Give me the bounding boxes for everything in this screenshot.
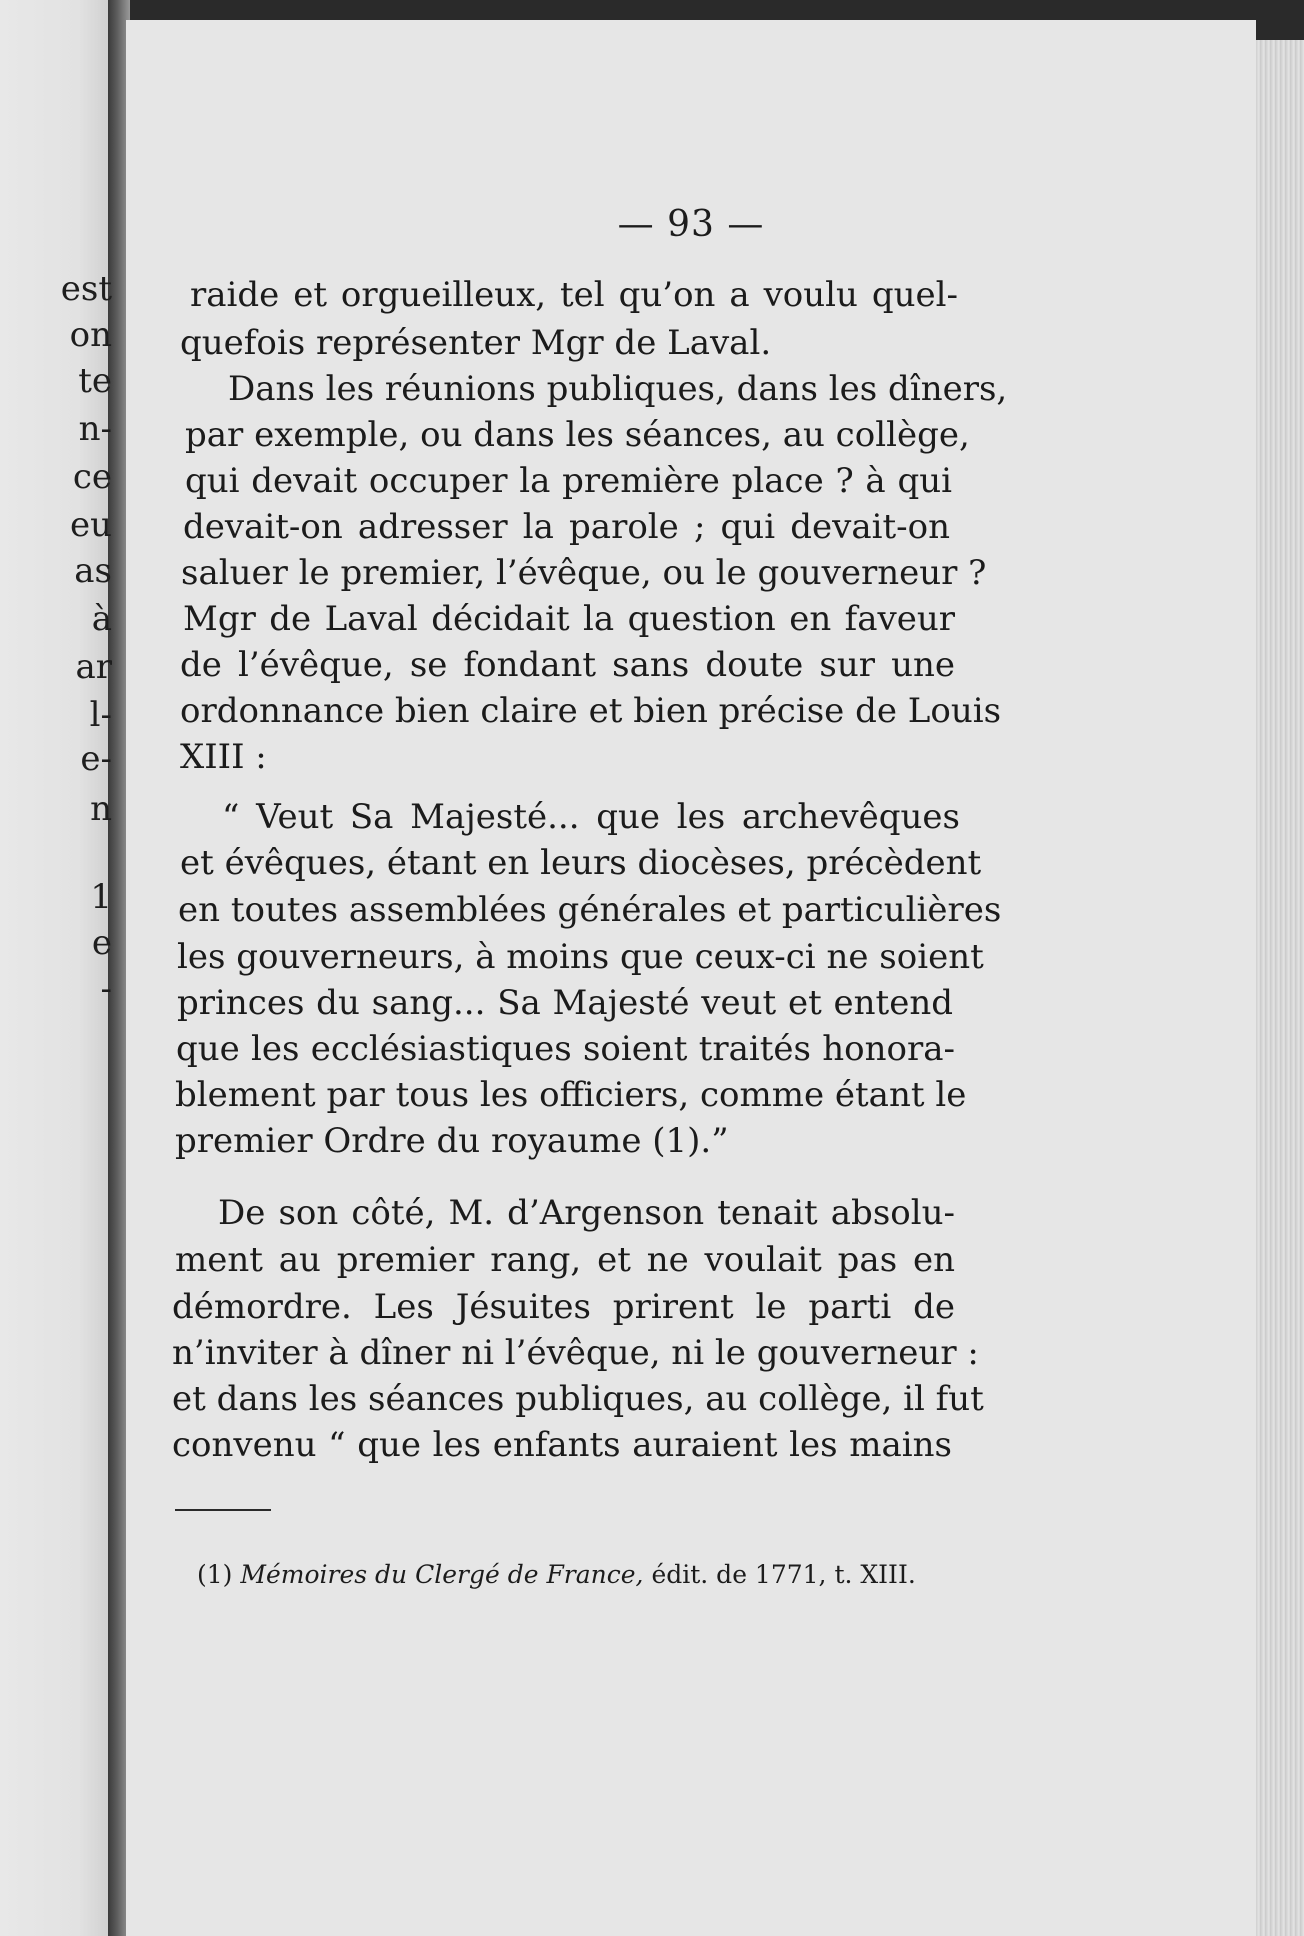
text-line: les gouverneurs, à moins que ceux-ci ne soient xyxy=(177,937,984,977)
facing-page-fragment: n- xyxy=(78,409,112,449)
facing-page-fragment: 1 xyxy=(90,877,112,917)
text-line: princes du sang... Sa Majesté veut et entend xyxy=(177,983,953,1023)
text-line: blement par tous les officiers, comme étant le xyxy=(175,1075,967,1115)
footnote-rest: édit. de 1771, t. XIII. xyxy=(651,1560,916,1589)
text-line: XIII : xyxy=(180,737,267,777)
facing-page-fragment: l- xyxy=(89,695,112,735)
text-line: “ Veut Sa Majesté... que les archevêques xyxy=(222,797,960,837)
text-line: devait-on adresser la parole ; qui devait-on xyxy=(183,507,950,547)
text-line: ment au premier rang, et ne voulait pas en xyxy=(175,1240,955,1280)
text-line: en toutes assemblées générales et particulières xyxy=(178,890,1002,930)
text-line: ordonnance bien claire et bien précise de Louis xyxy=(180,691,1002,731)
text-line: qui devait occuper la première place ? à qui xyxy=(185,461,952,501)
facing-page-fragment: à xyxy=(91,599,112,639)
footnote-number: (1) xyxy=(197,1560,233,1589)
facing-page-fragment: eu xyxy=(69,505,112,545)
footnote-rule xyxy=(175,1509,271,1511)
text-line: De son côté, M. d’Argenson tenait absolu- xyxy=(218,1193,955,1233)
page-number: — 93 — xyxy=(617,204,765,245)
footnote xyxy=(197,1560,916,1589)
facing-page-fragment: n xyxy=(90,789,112,829)
facing-page-fragment: ar xyxy=(75,647,112,687)
text-line: démordre. Les Jésuites prirent le parti de xyxy=(172,1287,955,1327)
text-line: Mgr de Laval décidait la question en faveur xyxy=(183,599,955,639)
text-line: de l’évêque, se fondant sans doute sur une xyxy=(180,645,955,685)
text-line: raide et orgueilleux, tel qu’on a voulu quel- xyxy=(190,275,958,315)
facing-page-fragment: est xyxy=(60,269,112,309)
text-line: premier Ordre du royaume (1).” xyxy=(175,1121,729,1161)
page-edges xyxy=(1256,40,1304,1936)
facing-page-fragment: e- xyxy=(80,739,112,779)
footnote-title: Mémoires du Clergé de France, xyxy=(240,1560,644,1589)
text-line: n’inviter à dîner ni l’évêque, ni le gouverneur : xyxy=(172,1333,979,1373)
text-line: et évêques, étant en leurs diocèses, précèdent xyxy=(180,843,982,883)
facing-page-fragment: ce xyxy=(72,457,112,497)
text-line: que les ecclésiastiques soient traités honora- xyxy=(176,1029,955,1069)
facing-page-fragment: as xyxy=(74,551,112,591)
text-line: convenu “ que les enfants auraient les mains xyxy=(172,1425,952,1465)
facing-page-fragment: e xyxy=(91,923,112,963)
text-line: Dans les réunions publiques, dans les dîners, xyxy=(228,369,1008,409)
text-line: par exemple, ou dans les séances, au collège, xyxy=(185,415,970,455)
text-line: saluer le premier, l’évêque, ou le gouverneur ? xyxy=(181,553,987,593)
text-line: et dans les séances publiques, au collège, il fut xyxy=(172,1379,984,1419)
facing-page-fragment: on xyxy=(69,315,112,355)
text-line: quefois représenter Mgr de Laval. xyxy=(180,323,772,363)
facing-page-fragment: te xyxy=(78,361,112,401)
facing-page-fragment: - xyxy=(100,969,112,1009)
